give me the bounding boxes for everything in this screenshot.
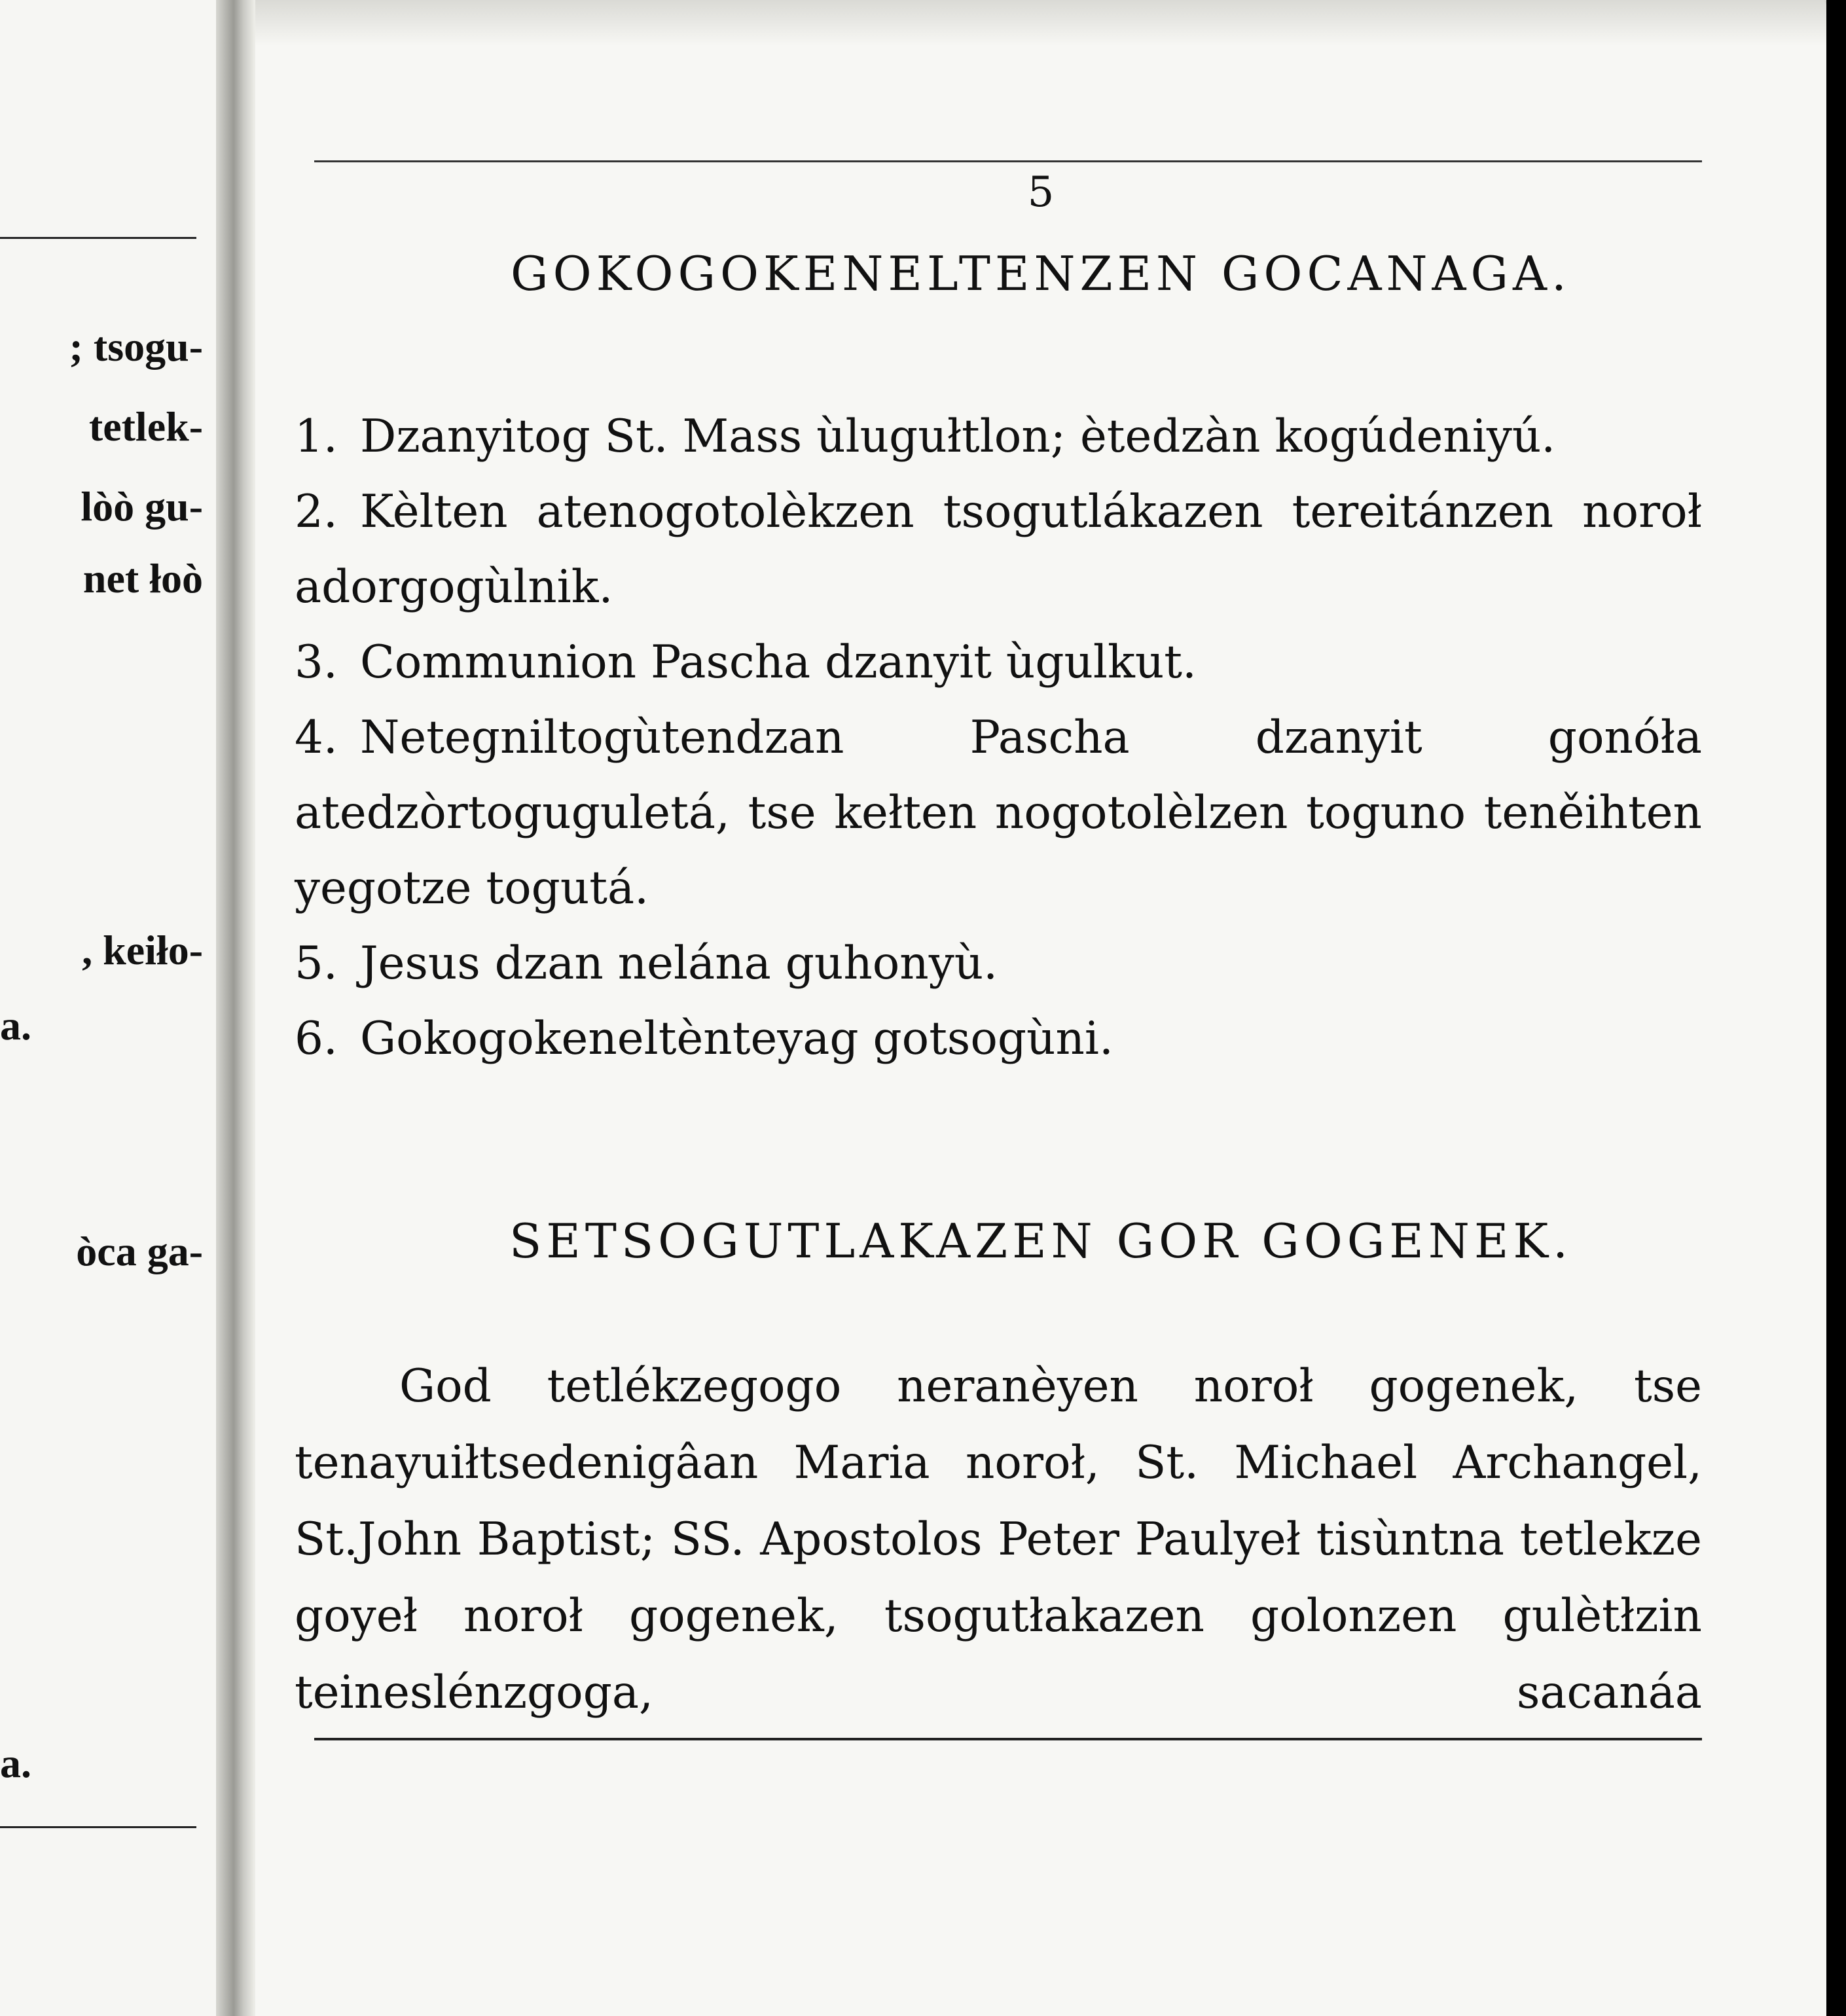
list-item: [295, 700, 1702, 926]
item-number: 1.: [295, 410, 338, 463]
left-page-line: ; tsogu-: [69, 323, 203, 370]
item-text: Jesus dzan nelána guhonyù.: [360, 937, 998, 990]
item-number: 6.: [295, 1013, 338, 1065]
book-gutter: [216, 0, 255, 2016]
list-item: [295, 1001, 1702, 1077]
list-item: [295, 926, 1702, 1001]
commandment-list: [295, 399, 1702, 1077]
left-page-line: òca ga-: [76, 1228, 203, 1274]
left-page-line: , keiło-: [82, 927, 203, 973]
section-heading-prayer: SETSOGUTLAKAZEN GOR GOGENEK.: [509, 1214, 1573, 1269]
item-number: 2.: [295, 486, 338, 538]
item-number: 5.: [295, 937, 338, 990]
left-page-line: a.: [0, 1740, 31, 1786]
list-item: [295, 399, 1702, 475]
left-page-bottom-rule: [0, 1826, 196, 1828]
item-text: Gokogokeneltènteyag gotsogùni.: [360, 1013, 1113, 1065]
prayer-paragraph: God tetlékzegogo neranèyen noroł gogenek, tse tenayuiłtsedenigâan Maria noroł, St. Michael Archangel, St.John Baptist; SS. Apostolos Peter Paulyeł tisùntna tetlekze goyeł noroł gogenek, tsogutłakazen golonzen gulètłzin teineslénzgoga, sacanáa: [295, 1360, 1702, 1719]
list-item: [295, 625, 1702, 700]
section-heading-commandments: GOKOGOKENELTENZEN GOCANAGA.: [511, 246, 1571, 301]
left-page-top-rule: [0, 237, 196, 239]
left-page-line: tetlek-: [88, 403, 203, 450]
item-text: Communion Pascha dzanyit ùgulkut.: [360, 636, 1197, 689]
item-text: Dzanyitog St. Mass ùlugułtlon; ètedzàn kogúdeniyú.: [360, 410, 1556, 463]
top-rule: [314, 160, 1702, 162]
item-text: Netegniltogùtendzan Pascha dzanyit gonóła atedzòrtoguguletá, tse kełten nogotolèlzen toguno teněihten yegotze togutá.: [295, 711, 1702, 914]
item-text: Kèlten atenogotolèkzen tsogutlákazen tereitánzen noroł adorgogùlnik.: [295, 486, 1702, 613]
list-item: [295, 475, 1702, 625]
main-page: [255, 0, 1826, 2016]
bottom-rule: [314, 1738, 1702, 1740]
previous-page-edge: [0, 0, 216, 2016]
item-number: 4.: [295, 711, 338, 764]
page-number: 5: [1027, 168, 1055, 217]
left-page-line: lòò gu-: [81, 483, 203, 530]
item-number: 3.: [295, 636, 338, 689]
left-page-line: a.: [0, 1002, 31, 1049]
left-page-line: net łoò: [82, 555, 203, 602]
